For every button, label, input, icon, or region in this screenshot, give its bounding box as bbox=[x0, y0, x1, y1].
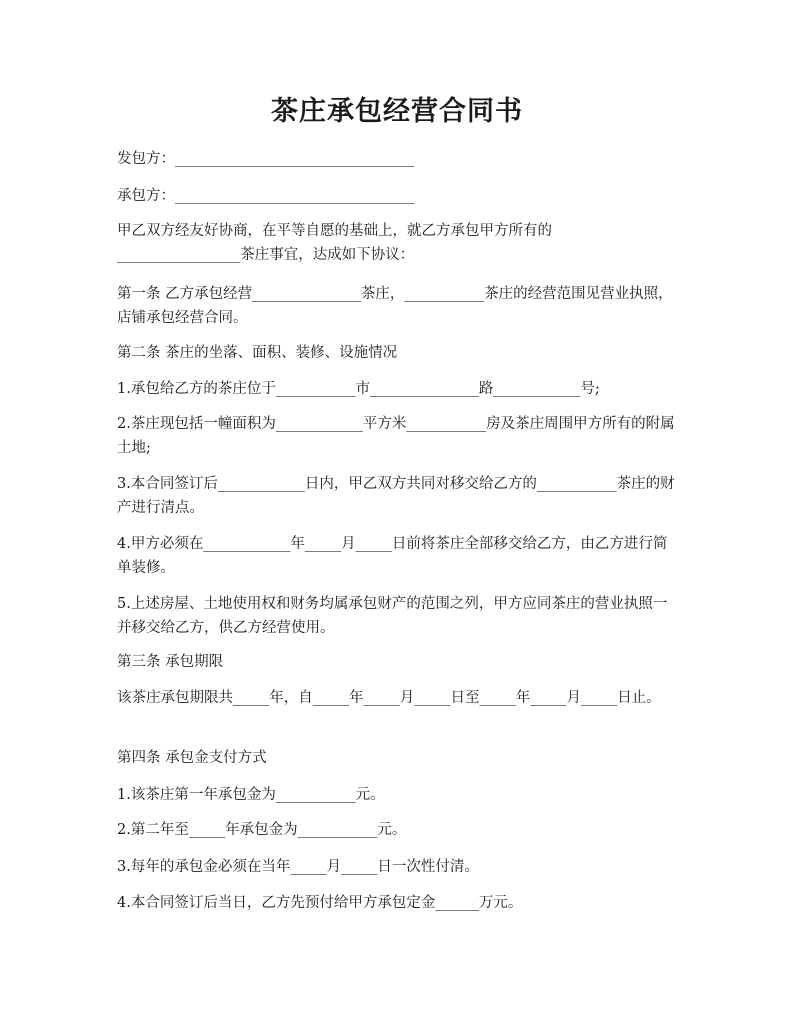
article-2-item-3: 3.本合同签订后____________日内，甲乙双方共同对移交给乙方的___________茶庄的财产进行清点。 bbox=[117, 476, 675, 516]
article-4-item-2: 2.第二年至_____年承包金为___________元。 bbox=[117, 822, 407, 838]
document-title: 茶庄承包经营合同书 bbox=[271, 96, 523, 127]
party-a-line: 发包方：_________________________________ bbox=[117, 151, 415, 167]
article-1-paragraph: 第一条 乙方承包经营_______________茶庄，___________茶庄的经营范围见营业执照，店铺承包经营合同。 bbox=[117, 286, 673, 326]
article-2-item-4: 4.甲方必须在____________年_____月_____日前将茶庄全部移交给乙方，由乙方进行简单装修。 bbox=[117, 536, 668, 576]
article-3-term: 该茶庄承包期限共_____年，自_____年_____月_____日至_____年_____月_____日止。 bbox=[117, 690, 661, 706]
party-b-line: 承包方：_________________________________ bbox=[117, 188, 415, 204]
preamble-paragraph: 甲乙双方经友好协商，在平等自愿的基础上，就乙方承包甲方所有的 _________________茶庄事宜，达成如下协议： bbox=[117, 223, 552, 263]
article-2-item-2: 2.茶庄现包括一幢面积为____________平方米___________房及茶庄周围甲方所有的附属土地; bbox=[117, 416, 675, 456]
article-4-item-3: 3.每年的承包金必须在当年_____月_____日一次性付清。 bbox=[117, 859, 479, 875]
article-2-item-1: 1.承包给乙方的茶庄位于___________市_______________路____________号; bbox=[117, 381, 600, 397]
article-3-heading: 第三条 承包期限 bbox=[117, 654, 224, 670]
article-4-heading: 第四条 承包金支付方式 bbox=[117, 750, 267, 766]
article-2-heading: 第二条 茶庄的坐落、面积、装修、设施情况 bbox=[117, 345, 398, 361]
article-2-item-5: 5.上述房屋、土地使用权和财务均属承包财产的范围之列，甲方应同茶庄的营业执照一并移交给乙方，供乙方经营使用。 bbox=[117, 596, 668, 636]
article-4-item-4: 4.本合同签订后当日，乙方先预付给甲方承包定金______万元。 bbox=[117, 895, 523, 911]
article-4-item-1: 1.该茶庄第一年承包金为___________元。 bbox=[117, 787, 385, 803]
